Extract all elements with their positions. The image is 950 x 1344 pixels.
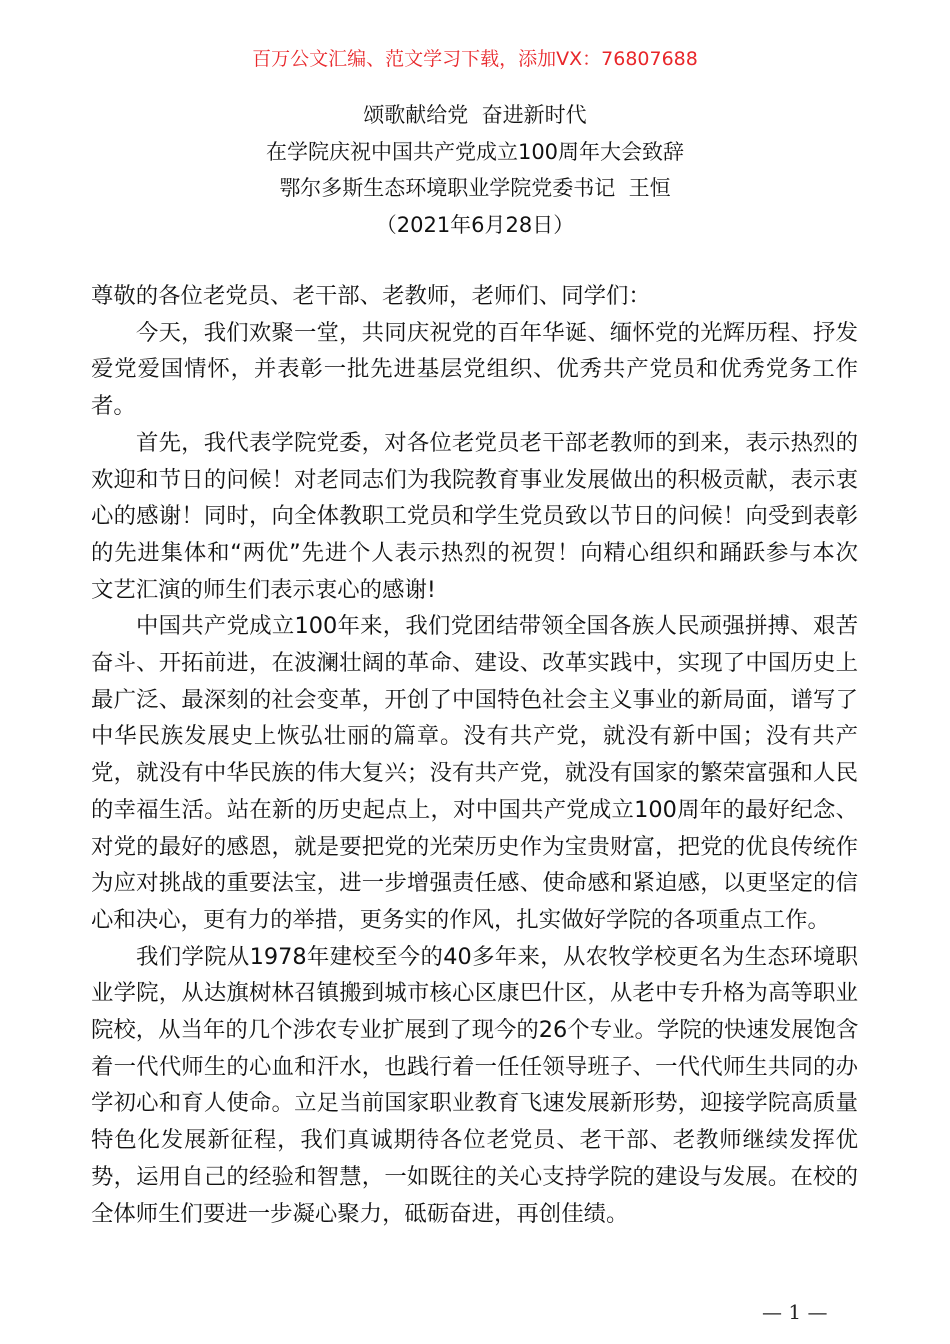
paragraph-line: 者。 xyxy=(91,393,136,420)
paragraph-line: 首先，我代表学院党委，对各位老党员老干部老教师的到来，表示热烈的 xyxy=(136,429,858,456)
paragraph-line: 为应对挑战的重要法宝，进一步增强责任感、使命感和紧迫感，以更坚定的信 xyxy=(91,870,858,897)
paragraph-line: 业学院，从达旗树林召镇搬到城市核心区康巴什区，从老中专升格为高等职业 xyxy=(91,980,858,1007)
paragraph-line: 奋斗、开拓前进，在波澜壮阔的革命、建设、改革实践中，实现了中国历史上 xyxy=(91,650,858,677)
paragraph-line: 文艺汇演的师生们表示衷心的感谢! xyxy=(91,576,436,603)
paragraph-line: 对党的最好的感恩，就是要把党的光荣历史作为宝贵财富，把党的优良传统作 xyxy=(91,833,858,860)
paragraph-line: 心和决心，更有力的举措，更务实的作风，扎实做好学院的各项重点工作。 xyxy=(91,906,830,933)
paragraph-line: 着一代代师生的心血和汗水，也践行着一任任领导班子、一代代师生共同的办 xyxy=(91,1053,858,1080)
main-title: 颂歌献给党 奋进新时代 xyxy=(363,103,587,127)
subtitle: 在学院庆祝中国共产党成立100周年大会致辞 xyxy=(265,139,685,164)
greeting: 尊敬的各位老党员、老干部、老教师，老师们、同学们： xyxy=(91,283,651,309)
paragraph-line: 学初心和育人使命。立足当前国家职业教育飞速发展新形势，迎接学院高质量 xyxy=(91,1090,858,1117)
paragraph-line: 特色化发展新征程，我们真诚期待各位老党员、老干部、老教师继续发挥优 xyxy=(91,1127,858,1154)
paragraph-line: 党，就没有中华民族的伟大复兴；没有共产党，就没有国家的繁荣富强和人民 xyxy=(91,760,858,787)
title-block xyxy=(0,97,950,243)
paragraph xyxy=(91,939,858,1233)
paragraph-line: 势，运用自己的经验和智慧，一如既往的关心支持学院的建设与发展。在校的 xyxy=(91,1163,858,1190)
paragraph-line: 爱党爱国情怀，并表彰一批先进基层党组织、优秀共产党员和优秀党务工作 xyxy=(91,356,858,383)
paragraph-line: 全体师生们要进一步凝心聚力，砥砺奋进，再创佳绩。 xyxy=(91,1200,629,1227)
download-banner: 百万公文汇编、范文学习下载，添加VX：76807688 xyxy=(252,48,698,70)
paragraph-line: 最广泛、最深刻的社会变革，开创了中国特色社会主义事业的新局面，谱写了 xyxy=(91,686,858,713)
paragraph-line: 院校，从当年的几个涉农专业扩展到了现今的26个专业。学院的快速发展饱含 xyxy=(91,1017,858,1044)
paragraph-line: 心的感谢！同时，向全体教职工党员和学生党员致以节日的问候！向受到表彰 xyxy=(91,503,858,530)
paragraph-line: 中国共产党成立100年来，我们党团结带领全国各族人民顽强拼搏、艰苦 xyxy=(136,613,858,640)
paragraph xyxy=(91,425,858,609)
paragraph-line: 的幸福生活。站在新的历史起点上，对中国共产党成立100周年的最好纪念、 xyxy=(91,796,858,823)
paragraph-line: 欢迎和节日的问候！对老同志们为我院教育事业发展做出的积极贡献，表示衷 xyxy=(91,466,858,493)
paragraph-line: 中华民族发展史上恢弘壮丽的篇章。没有共产党，就没有新中国；没有共产 xyxy=(91,723,858,750)
page-number: — 1 — xyxy=(762,1300,828,1324)
paragraph-line: 的先进集体和“两优”先进个人表示热烈的祝贺！向精心组织和踊跃参与本次 xyxy=(91,539,858,566)
paragraph xyxy=(91,315,858,425)
paragraph-line: 今天，我们欢聚一堂，共同庆祝党的百年华诞、缅怀党的光辉历程、抒发 xyxy=(136,319,858,346)
date-line: （2021年6月28日） xyxy=(375,212,575,237)
speech-body xyxy=(91,278,858,1232)
author-line: 鄂尔多斯生态环境职业学院党委书记 王恒 xyxy=(279,176,671,200)
paragraph xyxy=(91,608,858,938)
paragraph-line: 我们学院从1978年建校至今的40多年来，从农牧学校更名为生态环境职 xyxy=(136,943,858,970)
